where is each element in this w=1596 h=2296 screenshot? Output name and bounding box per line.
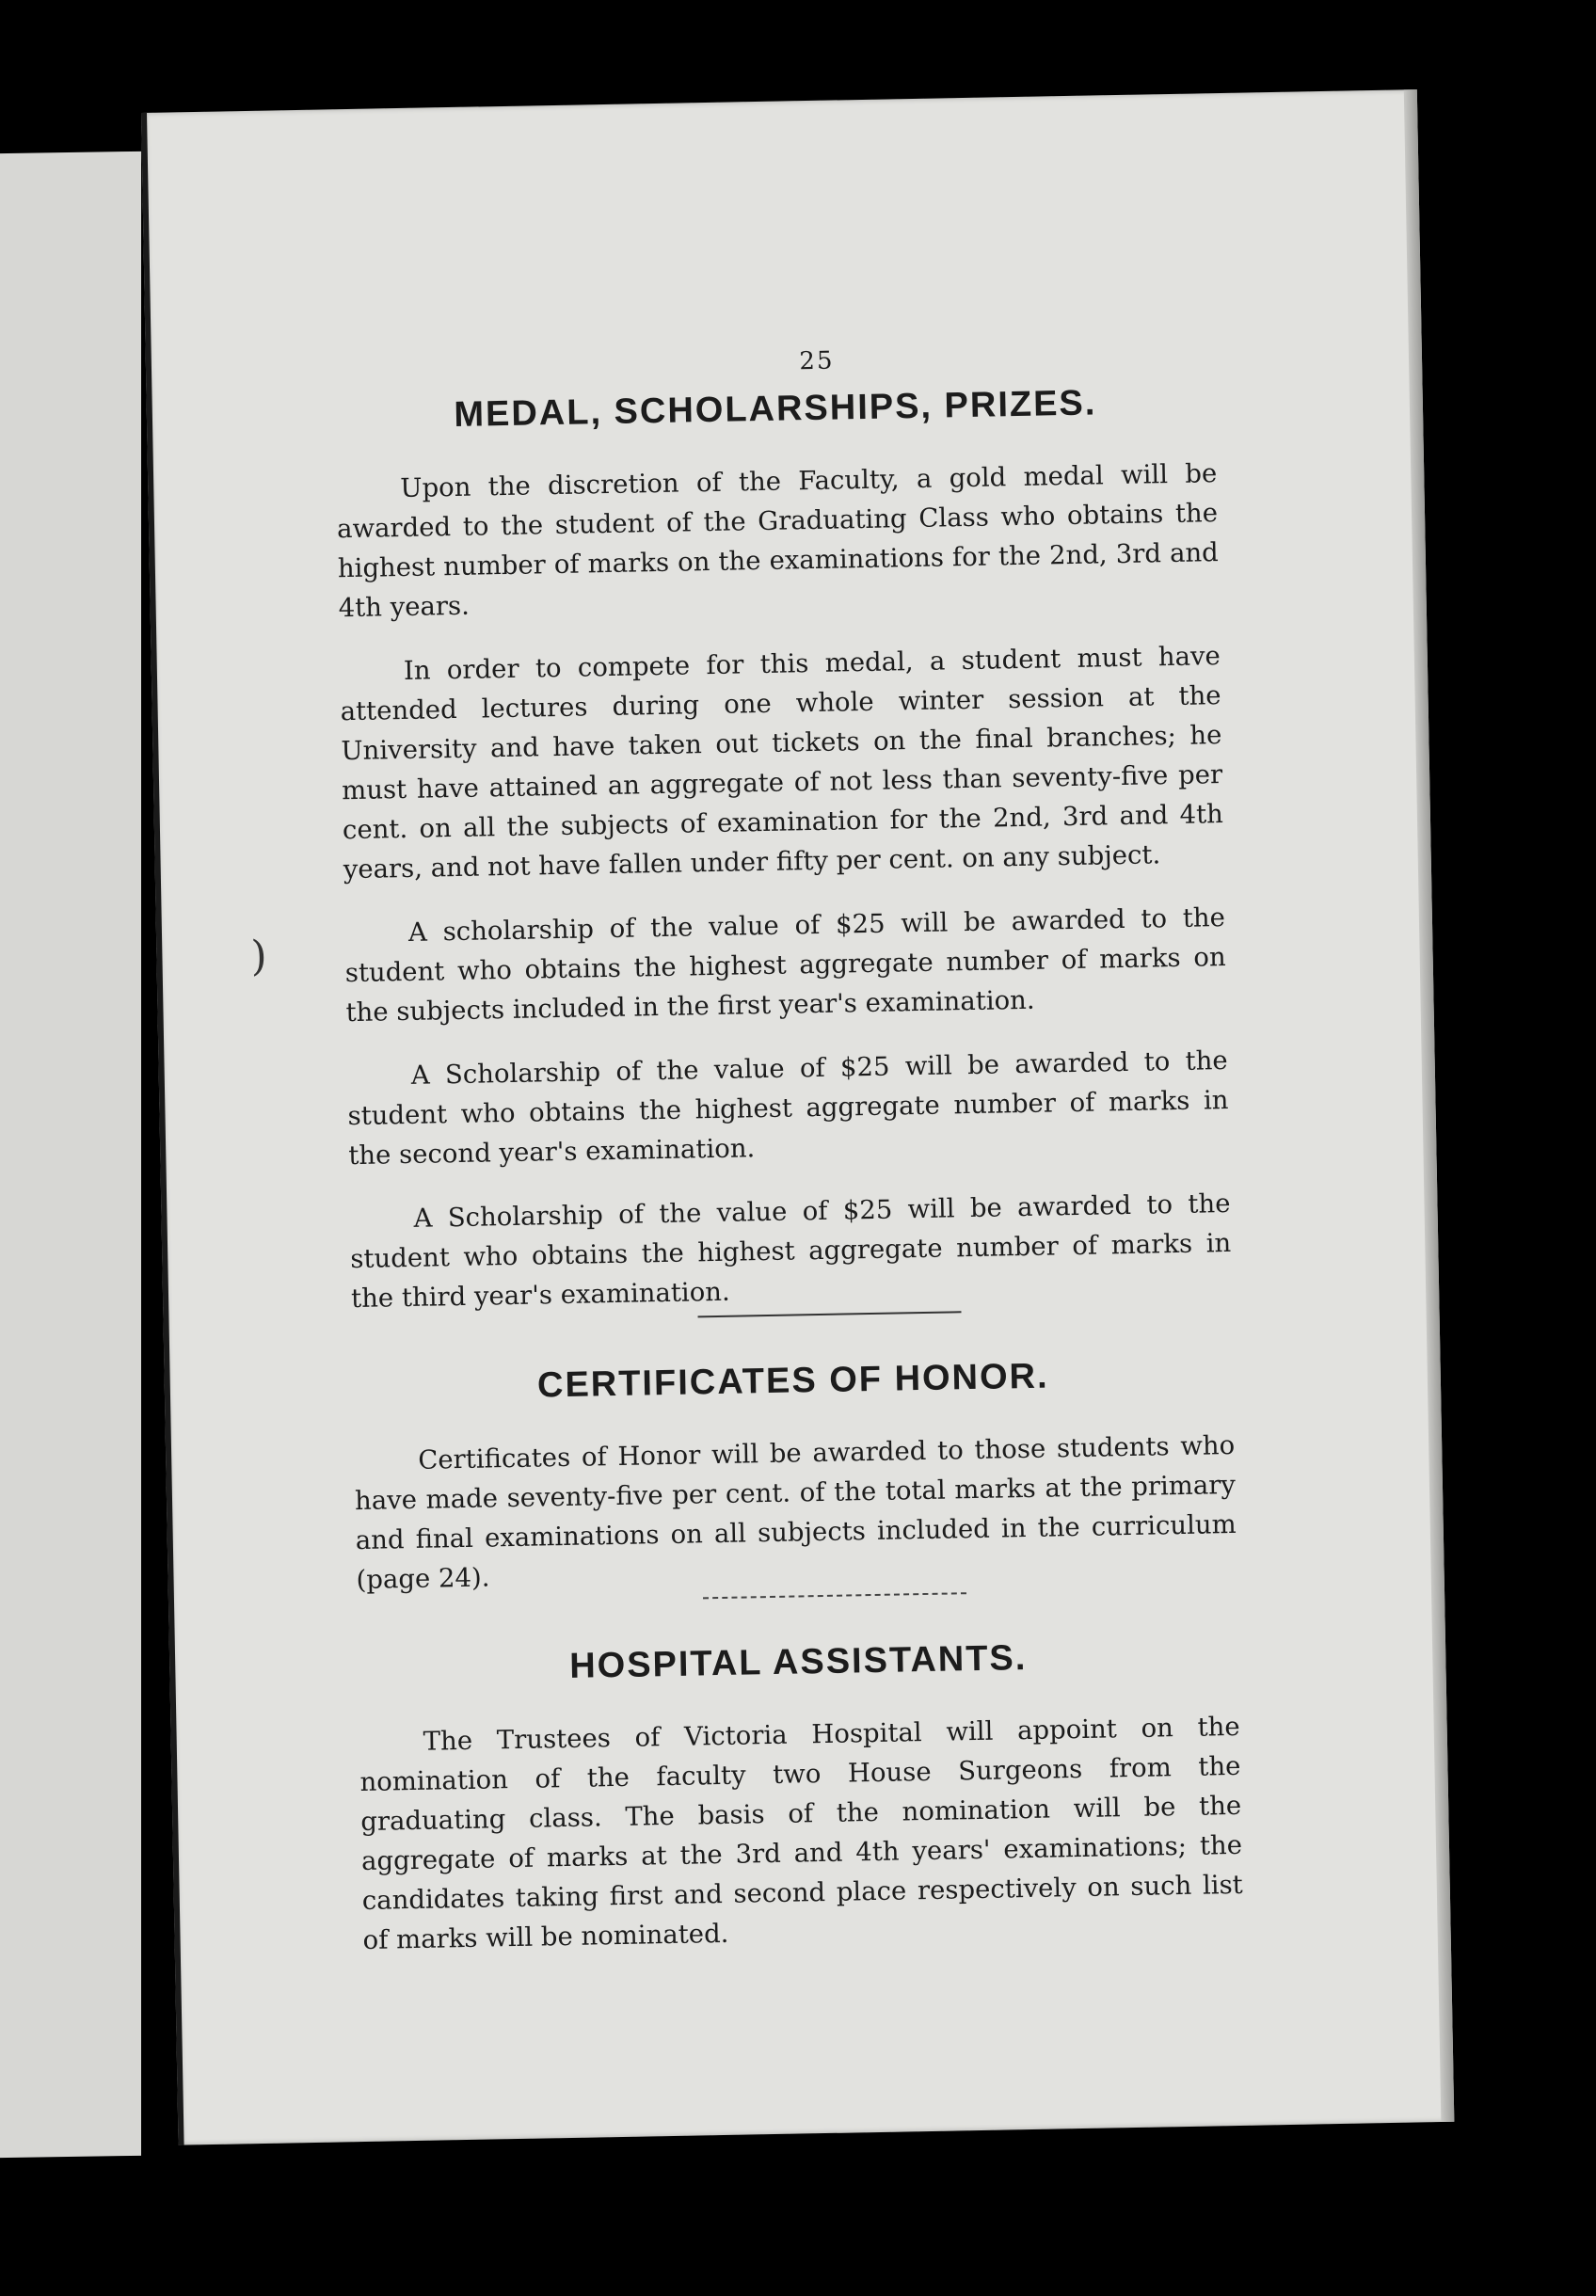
page-content [334, 340, 1245, 1985]
section-heading-medal: MEDAL, SCHOLARSHIPS, PRIZES. [454, 383, 1097, 435]
book-page [141, 89, 1454, 2145]
margin-pencil-mark: ) [249, 932, 268, 981]
page-gutter [141, 113, 184, 2145]
paragraph: Upon the discretion of the Faculty, a gold medal will be awarded to the student of the Graduating Class who obtains the highest number of marks on the examinations for the 2nd, 3rd and 4th years. [336, 458, 1220, 624]
section-divider [703, 1592, 966, 1599]
paragraph: A Scholarship of the value of $25 will be awarded to the student who obtains the highest aggregate number of marks in the second year's examination. [347, 1045, 1229, 1172]
facing-page-edge [0, 151, 141, 2158]
paragraph: Certificates of Honor will be awarded to those students who have made seventy-five per cent. of the total marks at the primary and final examinations on all subjects included in the curriculum (page 24). [354, 1429, 1237, 1596]
paragraph: A Scholarship of the value of $25 will be awarded to the student who obtains the highest aggregate number of marks in the third year's examination. [350, 1188, 1232, 1315]
paragraph: A scholarship of the value of $25 will be awarded to the student who obtains the highest aggregate number of marks on the subjects included in the first year's examination. [344, 902, 1226, 1028]
page-edge [1404, 89, 1455, 2122]
paragraph: The Trustees of Victoria Hospital will appoint on the nomination of the faculty two House Surgeons from the graduating class. The basis of the nomination will be the aggregate of marks at the 3rd and 4th years' examinations; the candidates taking first and second place respectively on such list of marks will be nominated. [359, 1711, 1243, 1956]
section-heading-hospital: HOSPITAL ASSISTANTS. [568, 1638, 1028, 1686]
paragraph: In order to compete for this medal, a student must have attended lectures during one whole winter session at the University and have taken out tickets on the final branches; he must have attained an aggregate of not less than seventy-five per cent. on all the subjects of examination for the 2nd, 3rd and 4th years, and not have fallen under fifty per cent. on any subject. [340, 641, 1224, 885]
section-divider [698, 1311, 962, 1317]
page-number: 25 [799, 346, 835, 376]
section-heading-certificates: CERTIFICATES OF HONOR. [536, 1356, 1049, 1406]
